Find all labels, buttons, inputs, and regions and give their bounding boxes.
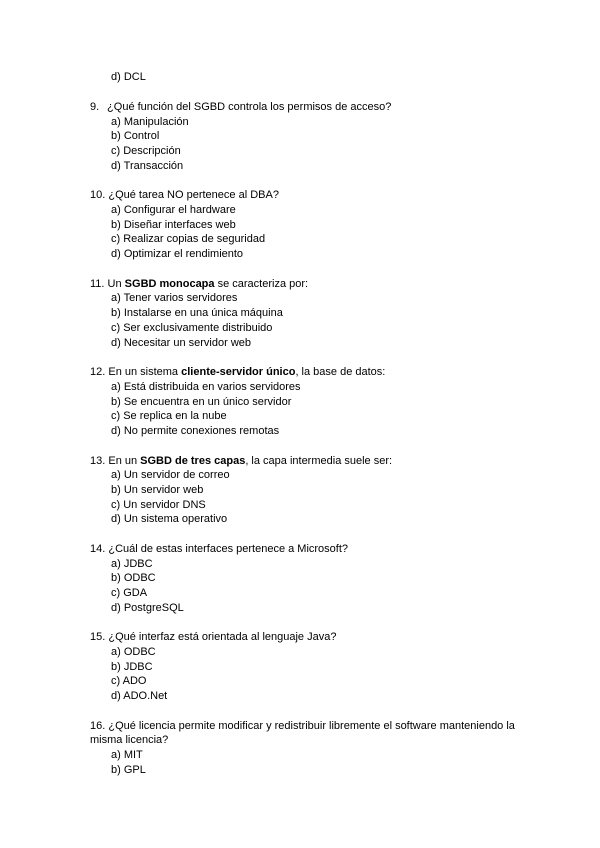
question-number: 13. (90, 454, 106, 467)
option-list (90, 115, 530, 174)
question-bold-term: SGBD de tres capas (140, 454, 246, 467)
answer-option: a) Un servidor de correo (111, 469, 230, 482)
answer-option: a) Está distribuida en varios servidores (111, 380, 301, 393)
question-text (90, 454, 530, 469)
question-text (90, 719, 530, 748)
answer-option: a) MIT (111, 749, 143, 762)
option-list (90, 203, 530, 262)
question-text-after: se caracteriza por: (214, 277, 309, 290)
question-number: 10. (90, 189, 106, 202)
answer-option: b) GPL (111, 763, 146, 776)
option-list (90, 380, 530, 439)
question-item (90, 719, 530, 778)
question-number: 11. (90, 277, 105, 290)
question-bold-term: cliente-servidor único (181, 366, 296, 379)
question-number: 14. (90, 543, 106, 556)
question-text (90, 365, 530, 380)
question-text-before: Un (104, 277, 125, 290)
answer-option: b) Diseñar interfaces web (111, 218, 236, 231)
question-number: 16. (90, 719, 106, 732)
answer-option: a) JDBC (111, 557, 153, 570)
answer-option: b) Instalarse en una única máquina (111, 307, 283, 320)
answer-option: a) Manipulación (111, 115, 189, 128)
question-list (90, 100, 530, 792)
question-text-after: , la base de datos: (295, 366, 386, 379)
option-list (90, 748, 530, 777)
question-text-before: En un sistema (105, 366, 182, 379)
option-list (90, 557, 530, 616)
question-text-after: , la capa intermedia suele ser: (245, 454, 393, 467)
question-item (90, 365, 530, 438)
answer-option: a) Configurar el hardware (111, 204, 236, 216)
question-text-before: ¿Qué función del SGBD controla los permisos de acceso? (104, 101, 392, 113)
answer-option: d) Optimizar el rendimiento (111, 248, 244, 261)
answer-option: b) ODBC (111, 572, 156, 585)
question-text-before: ¿Qué licencia permite modificar y redistribuir libremente el software manteniendo la misma licencia? (90, 719, 515, 747)
question-text-before: ¿Qué tarea NO pertenece al DBA? (105, 189, 279, 202)
answer-option: d) DCL (111, 71, 146, 83)
question-item (90, 630, 530, 703)
answer-option: b) JDBC (111, 660, 153, 673)
option-list (90, 645, 530, 704)
question-number: 9. (90, 101, 100, 113)
question-item (90, 542, 530, 615)
answer-option: a) Tener varios servidores (111, 292, 238, 305)
question-number: 15. (90, 631, 106, 644)
answer-option: c) Descripción (111, 145, 181, 157)
question-item (90, 188, 530, 261)
question-text-before: En un (105, 454, 141, 467)
question-text-before: ¿Qué interfaz está orientada al lenguaje Java? (105, 631, 337, 644)
answer-option: b) Se encuentra en un único servidor (111, 395, 292, 408)
answer-option: c) ADO (111, 675, 147, 688)
question-text (90, 100, 530, 115)
answer-option: d) Transacción (111, 159, 184, 172)
question-text (90, 542, 530, 557)
question-text (90, 277, 530, 292)
answer-option: a) ODBC (111, 646, 156, 659)
option-list (90, 468, 530, 527)
answer-option: c) Un servidor DNS (111, 498, 206, 511)
answer-option: c) GDA (111, 587, 148, 600)
question-item (90, 100, 530, 173)
answer-option: b) Control (111, 130, 160, 143)
answer-option: c) Ser exclusivamente distribuido (111, 321, 273, 334)
answer-option: c) Se replica en la nube (111, 410, 227, 423)
question-number: 12. (90, 366, 106, 379)
option-list (90, 291, 530, 350)
question-text-before: ¿Cuál de estas interfaces pertenece a Microsoft? (105, 543, 349, 556)
answer-option: d) PostgreSQL (111, 601, 184, 614)
answer-option: b) Un servidor web (111, 483, 204, 496)
answer-option: d) No permite conexiones remotas (111, 424, 280, 437)
answer-option: d) ADO.Net (111, 690, 168, 703)
question-text (90, 630, 530, 645)
answer-option: d) Un sistema operativo (111, 513, 228, 526)
question-bold-term: SGBD monocapa (124, 277, 215, 290)
question-item (90, 277, 530, 350)
answer-option: c) Realizar copias de seguridad (111, 233, 266, 246)
question-item (90, 454, 530, 527)
answer-option: d) Necesitar un servidor web (111, 336, 252, 349)
question-text (90, 188, 530, 203)
